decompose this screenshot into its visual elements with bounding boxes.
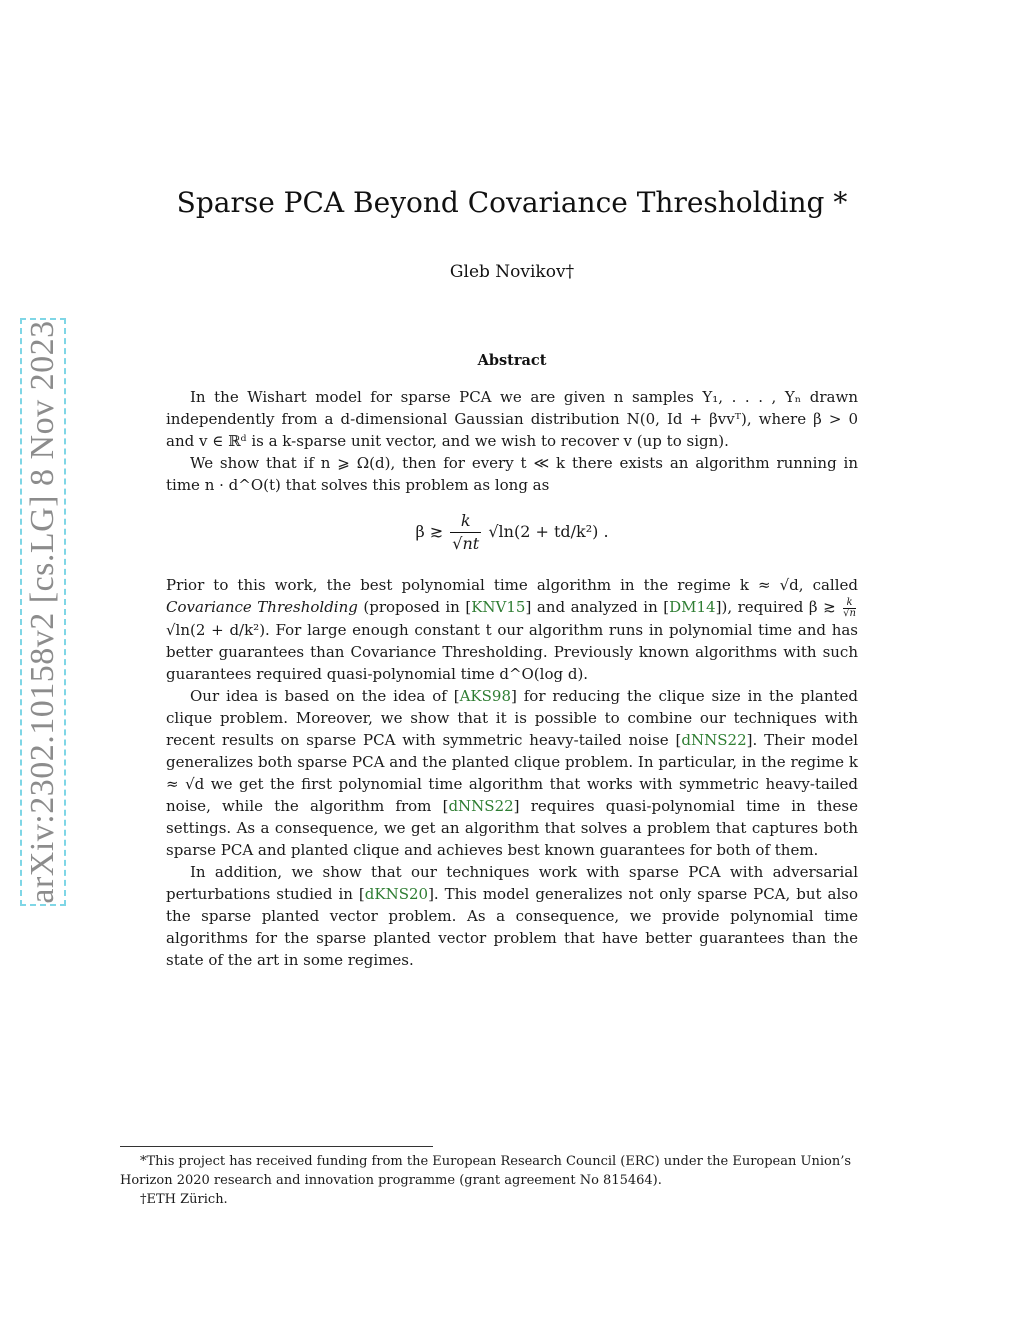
p5-text-b: ]. This model generalizes not only sparse PCA, but also the sparse planted vector problem. As a consequence, we provide polynomial time algorithms for the sparse planted vector problem that have better guarantees than the state of the art in some regimes. (166, 884, 858, 969)
abstract-heading: Abstract (477, 352, 547, 369)
p4-text-c: ]. Their model generalizes both sparse PCA and the planted clique problem. In particular, in the regime k ≈ √d we get the first polynomial time algorithm that works with symmetric heavy-tailed noise, while the algorithm from [ (166, 730, 858, 815)
abstract-paragraph-5 (166, 861, 858, 971)
formula-lhs: β ≳ (415, 522, 444, 541)
inline-fraction (843, 598, 856, 619)
citation-dnns22[interactable]: dNNS22 (681, 730, 747, 749)
formula-numerator: k (450, 510, 481, 533)
paper-title: Sparse PCA Beyond Covariance Thresholding * (176, 186, 848, 219)
inline-fraction-numerator: k (843, 598, 856, 609)
arxiv-stamp[interactable] (20, 318, 66, 906)
citation-aks98[interactable]: AKS98 (459, 686, 511, 705)
display-formula (166, 510, 858, 556)
abstract-paragraph-1: In the Wishart model for sparse PCA we are given n samples Y₁, . . . , Yₙ drawn independently from a d-dimensional Gaussian distribution N(0, Id + βvvᵀ), where β > 0 and v ∈ ℝᵈ is a k-sparse unit vector, and we wish to recover v (up to sign). (166, 388, 858, 450)
formula-rhs: √ln(2 + td/k²) . (488, 522, 609, 541)
p3-text-b: (proposed in [ (357, 598, 472, 616)
p4-text-b: ] for reducing the clique size in the planted clique problem. Moreover, we show that it is possible to combine our techniques with recent results on sparse PCA with symmetric heavy-tailed noise [ (166, 686, 858, 749)
abstract-paragraph-2: We show that if n ⩾ Ω(d), then for every t ≪ k there exists an algorithm running in time n · d^O(t) that solves this problem as long as (166, 454, 858, 494)
abstract-body (166, 386, 858, 971)
formula-fraction (450, 510, 481, 555)
citation-dkns20[interactable]: dKNS20 (364, 884, 429, 903)
inline-fraction-denominator: √n (843, 607, 856, 619)
p3-text-e: √ln(2 + d/k²). For large enough constant t our algorithm runs in polynomial time and has better guarantees than Covariance Thresholding. Previously known algorithms with such guarantees required quasi-polynomial time d^O(log d). (166, 620, 858, 683)
citation-dnns22-second[interactable]: dNNS22 (448, 796, 514, 815)
abstract-paragraph-4 (166, 685, 858, 861)
formula-denominator: √nt (452, 534, 480, 553)
footnote-divider (120, 1146, 433, 1147)
author-name: Gleb Novikov† (449, 262, 575, 282)
p4-text-d: ] requires quasi-polynomial time in these settings. As a consequence, we get an algorithm that solves a problem that captures both sparse PCA and planted clique and achieves best known guarantees for both of them. (166, 796, 858, 859)
footnote-funding: *This project has received funding from the European Research Council (ERC) under the European Union’s Horizon 2020 research and innovation programme (grant agreement No 815464). (120, 1154, 851, 1188)
citation-dm14[interactable]: DM14 (669, 598, 716, 616)
p4-text-a: Our idea is based on the idea of [ (190, 686, 460, 705)
arxiv-stamp-text: arXiv:2302.10158v2 [cs.LG] 8 Nov 2023 (24, 320, 61, 904)
p3-text-a: Prior to this work, the best polynomial time algorithm in the regime k ≈ √d, called (166, 576, 858, 594)
p3-text-c: ] and analyzed in [ (525, 598, 670, 616)
p3-text-d: ]), required β ≳ (715, 598, 842, 616)
covariance-thresholding-term: Covariance Thresholding (166, 598, 358, 616)
citation-knv15[interactable]: KNV15 (471, 598, 526, 616)
footnotes (120, 1152, 904, 1209)
abstract-paragraph-3 (166, 574, 858, 685)
footnote-affiliation: †ETH Zürich. (140, 1192, 228, 1207)
p5-text-a: In addition, we show that our techniques work with sparse PCA with adversarial perturbations studied in [ (166, 862, 858, 903)
